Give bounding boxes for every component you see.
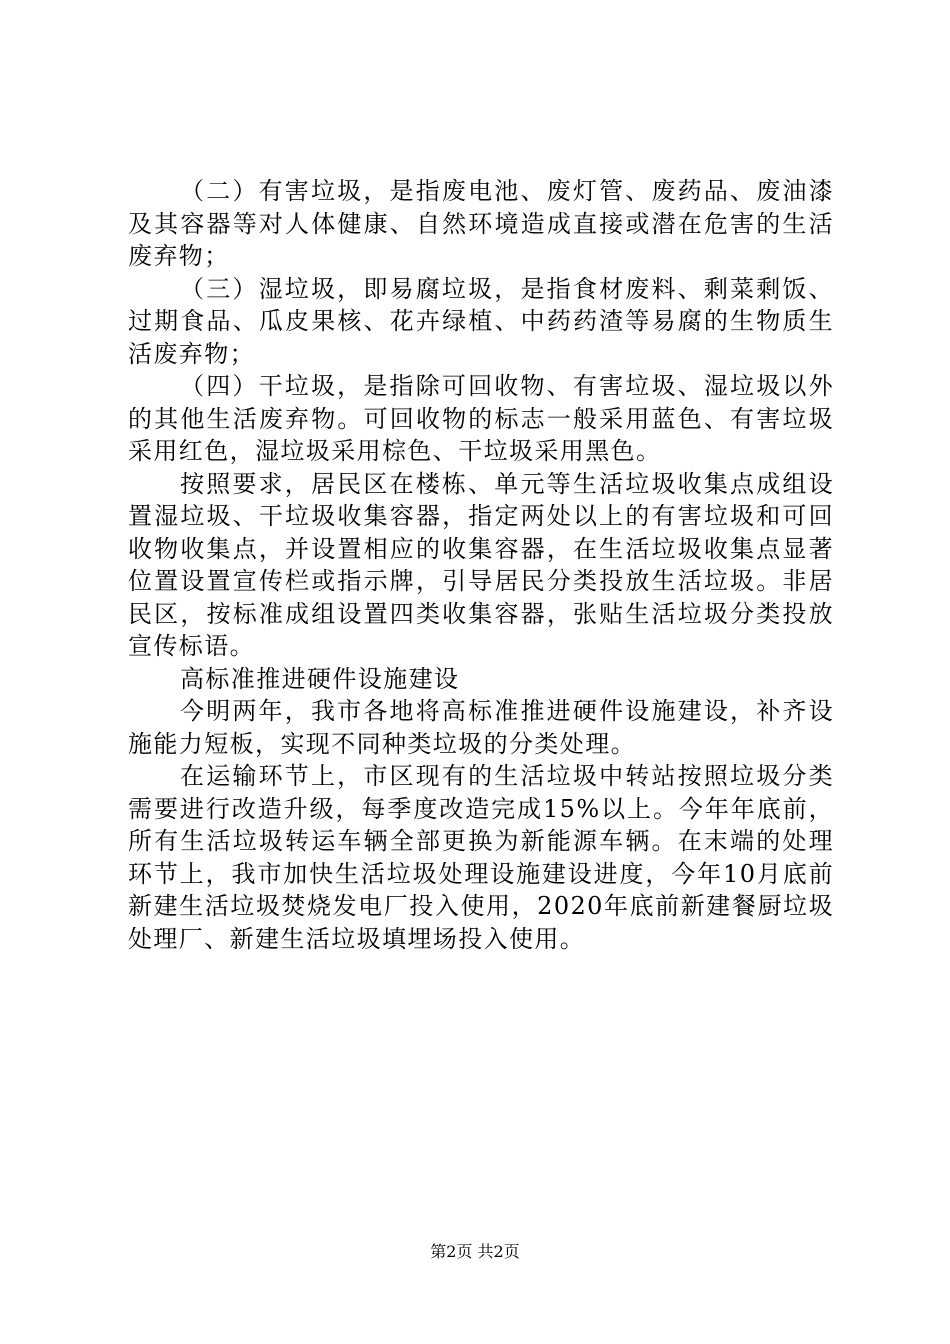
document-body [128,175,834,955]
page-number-footer: 第2页 共2页 [430,1242,520,1261]
paragraph-infrastructure: 今明两年，我市各地将高标准推进硬件设施建设，补齐设施能力短板，实现不同种类垃圾的分类处理。 [128,697,834,758]
paragraph-transport: 在运输环节上，市区现有的生活垃圾中转站按照垃圾分类需要进行改造升级，每季度改造完成15%以上。今年年底前，所有生活垃圾转运车辆全部更换为新能源车辆。在末端的处理环节上，我市加快生活垃圾处理设施建设进度，今年10月底前新建生活垃圾焚烧发电厂投入使用，2020年底前新建餐厨垃圾处理厂、新建生活垃圾填埋场投入使用。 [128,762,834,953]
paragraph-requirements: 按照要求，居民区在楼栋、单元等生活垃圾收集点成组设置湿垃圾、干垃圾收集容器，指定两处以上的有害垃圾和可回收物收集点，并设置相应的收集容器，在生活垃圾收集点显著位置设置宣传栏或指示牌，引导居民分类投放生活垃圾。非居民区，按标准成组设置四类收集容器，张贴生活垃圾分类投放宣传标语。 [128,469,834,660]
paragraph-wet-waste: （三）湿垃圾，即易腐垃圾，是指食材废料、剩菜剩饭、过期食品、瓜皮果核、花卉绿植、中药药渣等易腐的生物质生活废弃物； [128,274,834,368]
section-heading: 高标准推进硬件设施建设 [180,664,460,693]
paragraph-hazardous-waste: （二）有害垃圾，是指废电池、废灯管、废药品、废油漆及其容器等对人体健康、自然环境造成直接或潜在危害的生活废弃物； [128,177,834,270]
paragraph-dry-waste: （四）干垃圾，是指除可回收物、有害垃圾、湿垃圾以外的其他生活废弃物。可回收物的标志一般采用蓝色、有害垃圾采用红色，湿垃圾采用棕色、干垃圾采用黑色。 [128,372,834,465]
